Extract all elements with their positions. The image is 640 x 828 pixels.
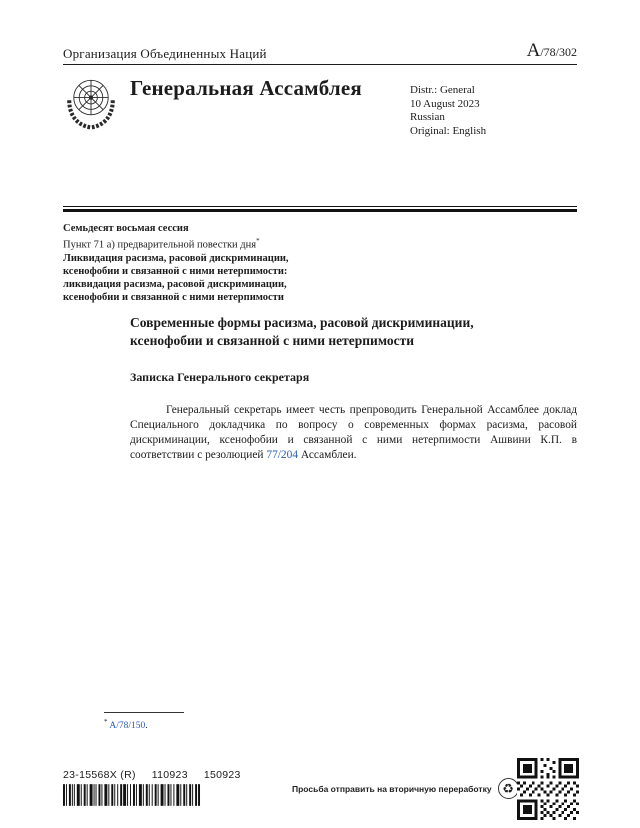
date-line: 10 August 2023	[410, 97, 480, 110]
session-title: Семьдесят восьмая сессия	[63, 223, 189, 234]
agenda-topic-line: ликвидация расизма, расовой дискриминации,	[63, 278, 287, 290]
job-number: 23-15568X (R)	[63, 769, 136, 781]
agenda-footnote-marker: *	[256, 237, 260, 245]
org-name: Организация Объединенных Наций	[63, 46, 267, 61]
print-date: 150923	[203, 769, 241, 781]
agenda-topic-line: Ликвидация расизма, расовой дискриминации,	[63, 252, 289, 264]
footnote-rule	[104, 712, 184, 713]
agenda-item-line: Пункт 71 а) предварительной повестки дня*	[63, 237, 260, 251]
document-title-line: ксенофобии и связанной с ними нетерпимости	[130, 332, 414, 348]
document-header	[63, 40, 577, 62]
body-paragraph	[130, 403, 577, 463]
footnote-line: * A/78/150.	[104, 718, 148, 732]
footer-code-line	[63, 769, 241, 781]
agenda-topic-line: ксенофобии и связанной с ними нетерпимости:	[63, 265, 288, 277]
recycle-notice	[292, 778, 519, 799]
original-language-line: Original: English	[410, 124, 487, 137]
print-date: 110923	[151, 769, 188, 781]
qr-code	[517, 758, 579, 825]
paragraph-text: Ассамблеи.	[298, 449, 357, 461]
footnote-document-link[interactable]: A/78/150	[109, 721, 146, 732]
assembly-title: Генеральная Ассамблея	[130, 76, 362, 100]
document-title	[130, 314, 577, 349]
distribution-block	[410, 84, 486, 138]
header-rule	[63, 64, 577, 65]
document-subtitle: Записка Генерального секретаря	[130, 370, 310, 384]
session-block	[63, 222, 289, 304]
agenda-topic-line: ксенофобии и связанной с ними нетерпимости	[63, 291, 284, 303]
barcode	[63, 784, 201, 811]
document-body	[130, 314, 577, 463]
footnote-block	[104, 712, 184, 731]
doc-symbol-letter: A	[526, 40, 541, 61]
resolution-link[interactable]: 77/204	[266, 449, 299, 461]
doc-symbol	[527, 40, 577, 62]
doc-symbol-number: /78/302	[540, 45, 577, 59]
footnote-marker: *	[104, 718, 108, 726]
un-emblem-icon	[62, 74, 120, 137]
document-title-line: Современные формы расизма, расовой дискриминации,	[130, 315, 474, 330]
distr-line: Distr.: General	[410, 84, 475, 96]
recycle-icon: ♻	[498, 778, 519, 799]
language-line: Russian	[410, 111, 445, 123]
paragraph-text: Генеральный секретарь имеет честь препроводить Генеральной Ассамблее доклад Специального докладчика по вопросу о современных формах расизма, расовой дискриминации, ксенофобии и связанной с ними нетерпимости Ашвини К.П. в соответствии с резолюцией	[130, 404, 577, 461]
recycle-text: Просьба отправить на вторичную переработку	[292, 783, 492, 794]
masthead-rule	[63, 206, 577, 212]
